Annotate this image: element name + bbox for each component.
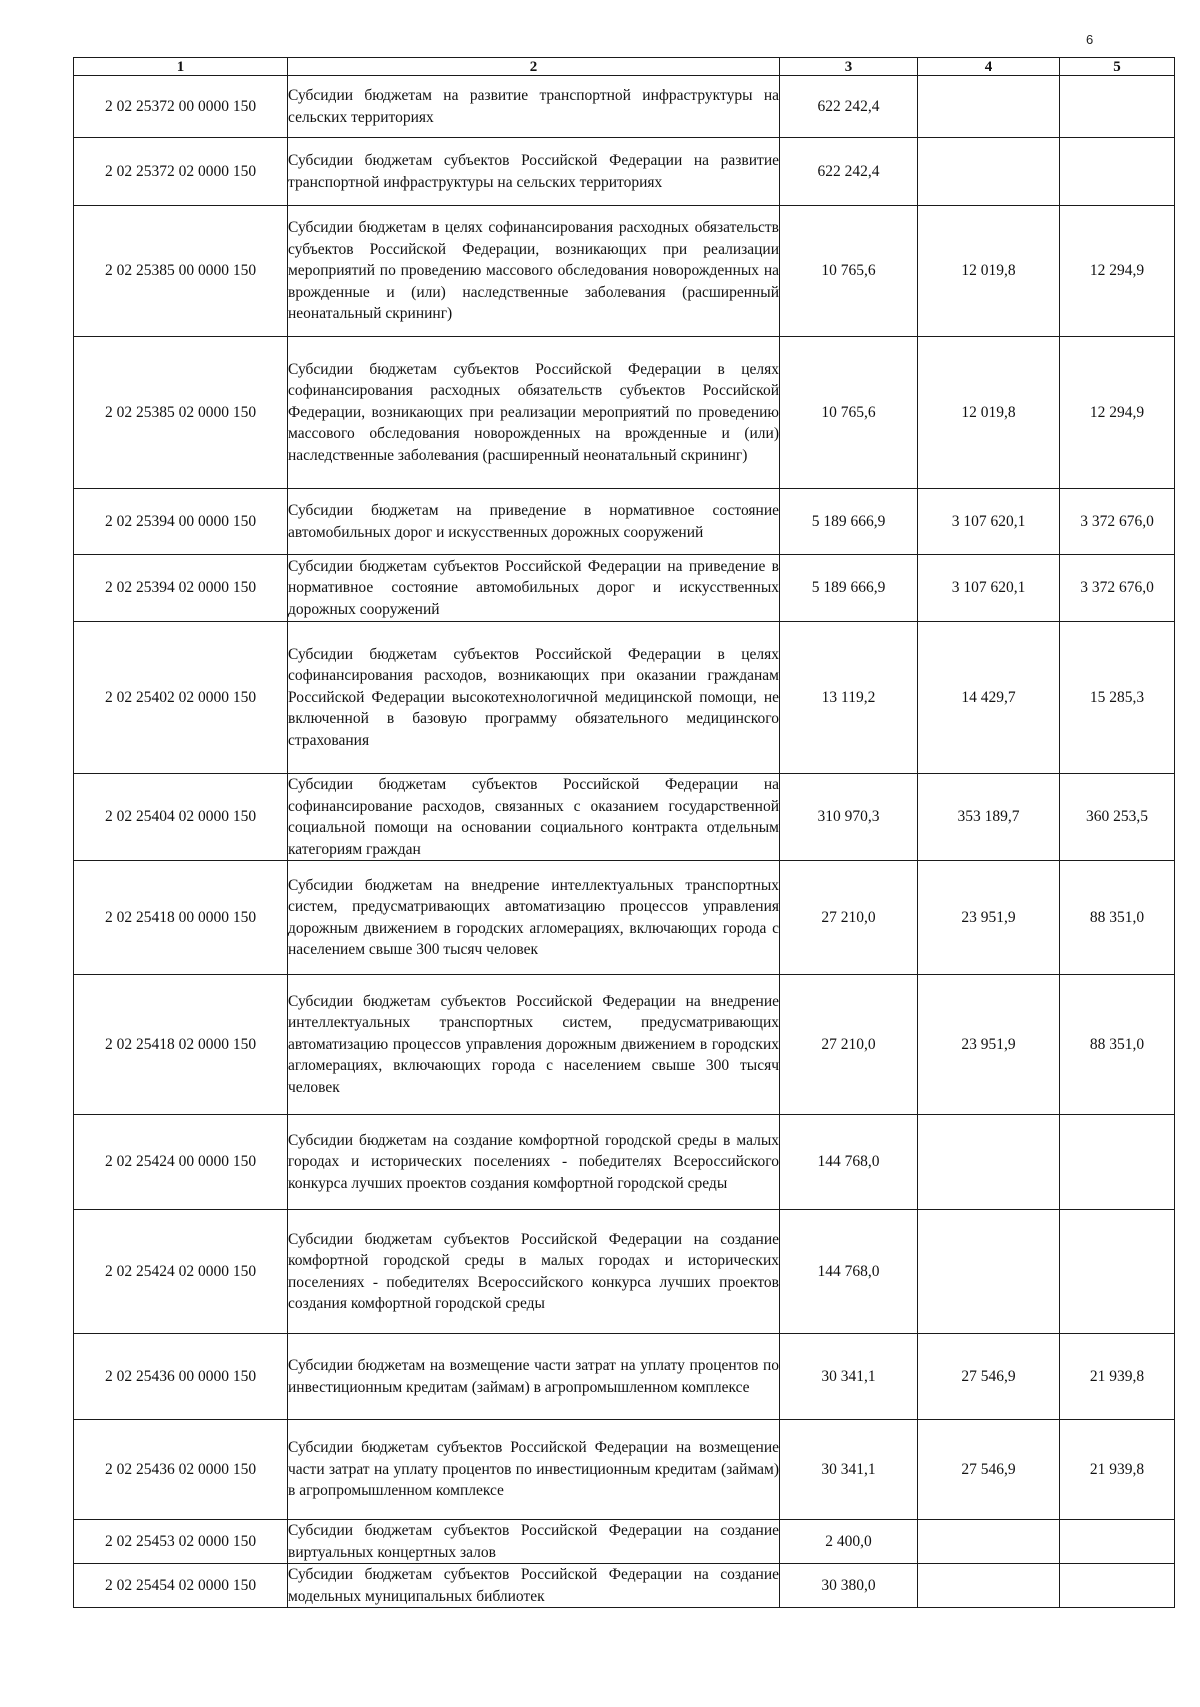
header-col-5: 5 (1060, 58, 1175, 76)
header-col-1: 1 (74, 58, 288, 76)
row-value-col4: 27 546,9 (918, 1420, 1060, 1520)
row-value-col4: 12 019,8 (918, 337, 1060, 489)
row-value-col5: 12 294,9 (1060, 206, 1175, 337)
row-value-col4: 14 429,7 (918, 622, 1060, 774)
row-value-col4 (918, 1520, 1060, 1564)
row-description: Субсидии бюджетам субъектов Российской Федерации на возмещение части затрат на уплату процентов по инвестиционным кредитам (займам) в агропромышленном комплексе (288, 1420, 780, 1520)
table-row (74, 1520, 1175, 1564)
row-code: 2 02 25372 02 0000 150 (74, 138, 288, 206)
header-col-4: 4 (918, 58, 1060, 76)
row-value-col3: 144 768,0 (780, 1115, 918, 1210)
row-code: 2 02 25418 02 0000 150 (74, 975, 288, 1115)
table-row (74, 1334, 1175, 1420)
row-value-col3: 310 970,3 (780, 774, 918, 861)
row-value-col5: 360 253,5 (1060, 774, 1175, 861)
row-value-col3: 5 189 666,9 (780, 489, 918, 555)
table-row (74, 555, 1175, 622)
header-col-3: 3 (780, 58, 918, 76)
row-value-col3: 10 765,6 (780, 337, 918, 489)
row-code: 2 02 25418 00 0000 150 (74, 861, 288, 975)
table-row (74, 975, 1175, 1115)
table-row (74, 489, 1175, 555)
row-description: Субсидии бюджетам субъектов Российской Федерации в целях софинансирования расходов, возникающих при оказании гражданам Российской Федерации высокотехнологичной медицинской помощи, не включенной в базовую программу обязательного медицинского страхования (288, 622, 780, 774)
row-description: Субсидии бюджетам субъектов Российской Федерации на создание комфортной городской среды в малых городах и исторических поселениях - победителях Всероссийского конкурса лучших проектов создания комфортной городской среды (288, 1210, 780, 1334)
table-row (74, 622, 1175, 774)
row-value-col3: 13 119,2 (780, 622, 918, 774)
row-value-col4 (918, 1115, 1060, 1210)
row-value-col4: 353 189,7 (918, 774, 1060, 861)
row-code: 2 02 25372 00 0000 150 (74, 76, 288, 138)
row-value-col5: 21 939,8 (1060, 1334, 1175, 1420)
row-description: Субсидии бюджетам субъектов Российской Федерации на развитие транспортной инфраструктуры на сельских территориях (288, 138, 780, 206)
table-row (74, 1210, 1175, 1334)
row-value-col5 (1060, 138, 1175, 206)
row-code: 2 02 25394 00 0000 150 (74, 489, 288, 555)
row-description: Субсидии бюджетам субъектов Российской Федерации на создание модельных муниципальных библиотек (288, 1564, 780, 1608)
row-code: 2 02 25454 02 0000 150 (74, 1564, 288, 1608)
table-row (74, 1420, 1175, 1520)
table-row (74, 206, 1175, 337)
row-value-col3: 5 189 666,9 (780, 555, 918, 622)
row-value-col5: 3 372 676,0 (1060, 555, 1175, 622)
row-description: Субсидии бюджетам на приведение в нормативное состояние автомобильных дорог и искусственных дорожных сооружений (288, 489, 780, 555)
row-value-col4 (918, 1564, 1060, 1608)
row-code: 2 02 25404 02 0000 150 (74, 774, 288, 861)
row-value-col3: 10 765,6 (780, 206, 918, 337)
row-value-col5: 3 372 676,0 (1060, 489, 1175, 555)
row-value-col5: 88 351,0 (1060, 861, 1175, 975)
row-value-col3: 27 210,0 (780, 975, 918, 1115)
row-code: 2 02 25394 02 0000 150 (74, 555, 288, 622)
row-code: 2 02 25424 02 0000 150 (74, 1210, 288, 1334)
table-row (74, 337, 1175, 489)
row-description: Субсидии бюджетам субъектов Российской Федерации в целях софинансирования расходных обязательств субъектов Российской Федерации, возникающих при реализации мероприятий по проведению массового обследования новорожденных на врожденные и (или) наследственные заболевания (расширенный неонатальный скрининг) (288, 337, 780, 489)
row-value-col3: 622 242,4 (780, 138, 918, 206)
row-description: Субсидии бюджетам субъектов Российской Федерации на софинансирование расходов, связанных с оказанием государственной социальной помощи на основании социального контракта отдельным категориям граждан (288, 774, 780, 861)
row-value-col4 (918, 138, 1060, 206)
row-value-col5 (1060, 76, 1175, 138)
row-value-col5: 15 285,3 (1060, 622, 1175, 774)
row-value-col4: 23 951,9 (918, 975, 1060, 1115)
row-description: Субсидии бюджетам на возмещение части затрат на уплату процентов по инвестиционным кредитам (займам) в агропромышленном комплексе (288, 1334, 780, 1420)
row-code: 2 02 25385 00 0000 150 (74, 206, 288, 337)
row-value-col4: 23 951,9 (918, 861, 1060, 975)
row-value-col5 (1060, 1115, 1175, 1210)
row-value-col5 (1060, 1520, 1175, 1564)
row-value-col3: 30 341,1 (780, 1334, 918, 1420)
table-row (74, 1115, 1175, 1210)
table-row (74, 861, 1175, 975)
row-value-col4 (918, 1210, 1060, 1334)
budget-table (73, 57, 1175, 1608)
row-code: 2 02 25385 02 0000 150 (74, 337, 288, 489)
row-value-col3: 144 768,0 (780, 1210, 918, 1334)
row-value-col4: 12 019,8 (918, 206, 1060, 337)
row-description: Субсидии бюджетам на создание комфортной городской среды в малых городах и исторических поселениях - победителях Всероссийского конкурса лучших проектов создания комфортной городской среды (288, 1115, 780, 1210)
row-description: Субсидии бюджетам на развитие транспортной инфраструктуры на сельских территориях (288, 76, 780, 138)
row-description: Субсидии бюджетам в целях софинансирования расходных обязательств субъектов Российской Федерации, возникающих при реализации мероприятий по проведению массового обследования новорожденных на врожденные и (или) наследственные заболевания (расширенный неонатальный скрининг) (288, 206, 780, 337)
table-row (74, 138, 1175, 206)
row-value-col4: 27 546,9 (918, 1334, 1060, 1420)
row-description: Субсидии бюджетам субъектов Российской Федерации на создание виртуальных концертных залов (288, 1520, 780, 1564)
row-code: 2 02 25436 00 0000 150 (74, 1334, 288, 1420)
row-value-col5: 88 351,0 (1060, 975, 1175, 1115)
row-value-col5: 12 294,9 (1060, 337, 1175, 489)
table-row (74, 1564, 1175, 1608)
row-value-col3: 30 341,1 (780, 1420, 918, 1520)
header-row (74, 58, 1175, 76)
row-value-col4: 3 107 620,1 (918, 489, 1060, 555)
row-value-col5 (1060, 1210, 1175, 1334)
page-number: 6 (1086, 32, 1094, 47)
row-code: 2 02 25453 02 0000 150 (74, 1520, 288, 1564)
row-description: Субсидии бюджетам на внедрение интеллектуальных транспортных систем, предусматривающих автоматизацию процессов управления дорожным движением в городских агломерациях, включающих города с населением свыше 300 тысяч человек (288, 861, 780, 975)
row-description: Субсидии бюджетам субъектов Российской Федерации на приведение в нормативное состояние автомобильных дорог и искусственных дорожных сооружений (288, 555, 780, 622)
row-code: 2 02 25424 00 0000 150 (74, 1115, 288, 1210)
row-value-col3: 622 242,4 (780, 76, 918, 138)
row-value-col4: 3 107 620,1 (918, 555, 1060, 622)
row-value-col3: 2 400,0 (780, 1520, 918, 1564)
row-code: 2 02 25402 02 0000 150 (74, 622, 288, 774)
row-value-col3: 30 380,0 (780, 1564, 918, 1608)
row-value-col4 (918, 76, 1060, 138)
table-row (74, 774, 1175, 861)
row-description: Субсидии бюджетам субъектов Российской Федерации на внедрение интеллектуальных транспортных систем, предусматривающих автоматизацию процессов управления дорожным движением в городских агломерациях, включающих города с населением свыше 300 тысяч человек (288, 975, 780, 1115)
row-value-col5 (1060, 1564, 1175, 1608)
row-code: 2 02 25436 02 0000 150 (74, 1420, 288, 1520)
row-value-col3: 27 210,0 (780, 861, 918, 975)
header-col-2: 2 (288, 58, 780, 76)
table-row (74, 76, 1175, 138)
row-value-col5: 21 939,8 (1060, 1420, 1175, 1520)
